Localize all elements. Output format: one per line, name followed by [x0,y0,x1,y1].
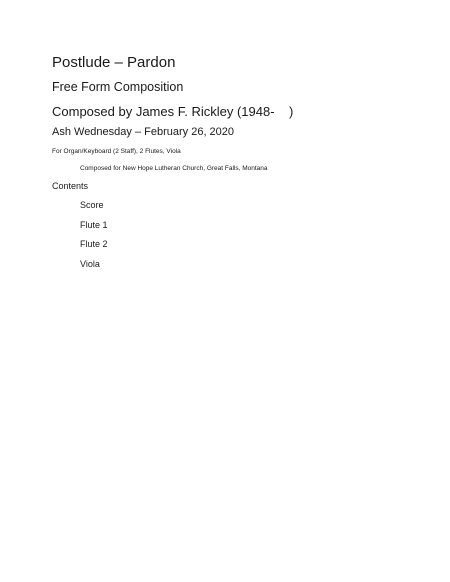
contents-item-flute-2: Flute 2 [80,239,108,249]
subtitle: Free Form Composition [52,80,184,94]
occasion-date: Ash Wednesday – February 26, 2020 [52,126,235,138]
contents-list [80,201,108,279]
contents-item-flute-1: Flute 1 [80,219,108,230]
page-title: Postlude – Pardon [52,54,176,71]
instrumentation-note: For Organ/Keyboard (2 Staff), 2 Flutes, Viola [52,148,181,155]
contents-item-score: Score [80,200,104,210]
dedication-note: Composed for New Hope Lutheran Church, Great Falls, Montana [80,165,268,172]
contents-item-viola: Viola [80,258,100,269]
contents-heading: Contents [52,181,89,191]
composer-credit: Composed by James F. Rickley (1948- ) [52,104,294,119]
